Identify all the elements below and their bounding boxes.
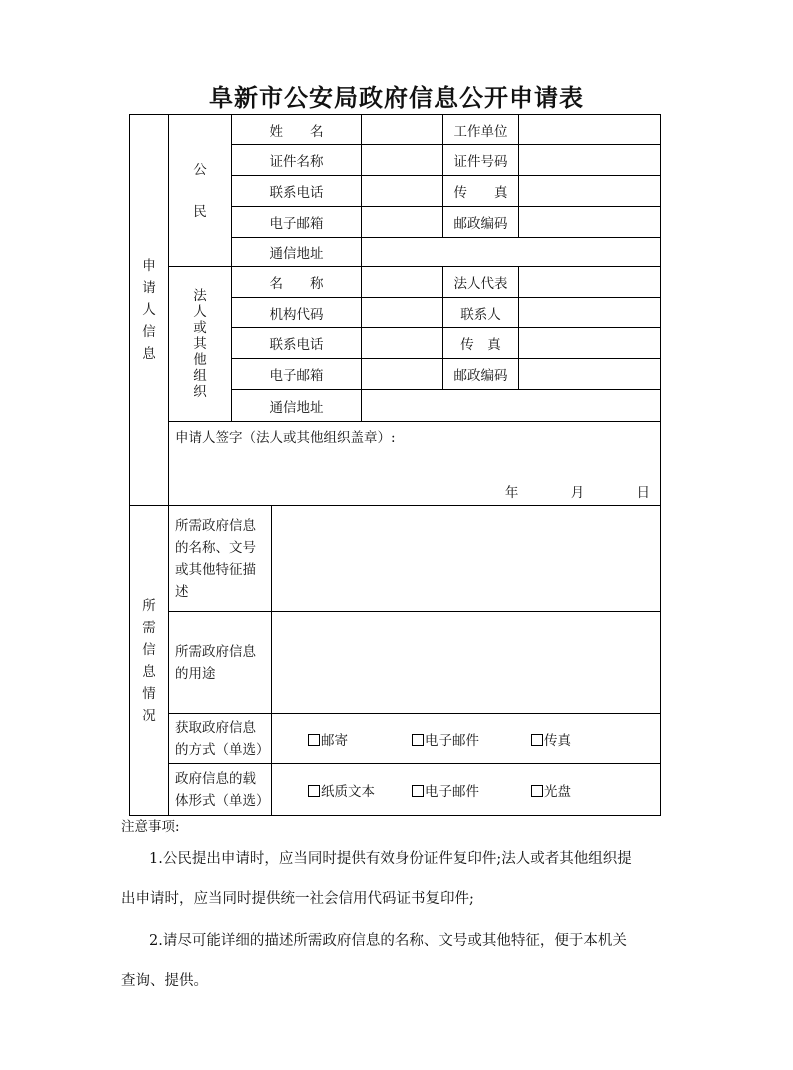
checkbox-icon[interactable] — [531, 734, 543, 746]
applicant-section-label: 申 请 人 信 息 — [130, 115, 169, 506]
org-contact-label: 联系人 — [443, 298, 519, 328]
citizen-work-unit-field[interactable] — [519, 115, 661, 145]
org-code-label: 机构代码 — [232, 298, 362, 328]
citizen-email-label: 电子邮箱 — [232, 207, 362, 238]
citizen-name-field[interactable] — [362, 115, 443, 145]
citizen-id-number-label: 证件号码 — [443, 145, 519, 176]
citizen-postcode-label: 邮政编码 — [443, 207, 519, 238]
org-phone-label: 联系电话 — [232, 328, 362, 359]
signature-label: 申请人签字（法人或其他组织盖章）: — [175, 430, 396, 446]
org-name-label: 名 称 — [232, 267, 362, 298]
org-postcode-label: 邮政编码 — [443, 359, 519, 390]
acquisition-method-options — [272, 714, 661, 764]
org-fax-label: 传 真 — [443, 328, 519, 359]
note-item-1-line-2: 出申请时，应当同时提供统一社会信用代码证书复印件; — [121, 891, 474, 907]
page-title: 阜新市公安局政府信息公开申请表 — [209, 83, 584, 112]
citizen-id-type-label: 证件名称 — [232, 145, 362, 176]
org-code-field[interactable] — [362, 298, 443, 328]
month-label: 月 — [570, 485, 585, 501]
citizen-email-field[interactable] — [362, 207, 443, 238]
method-option-fax[interactable]: 传真 — [531, 729, 571, 749]
method-option-mail[interactable]: 邮寄 — [308, 729, 348, 749]
acquisition-method-label: 获取政府信息 的方式（单选） — [169, 714, 272, 764]
checkbox-icon[interactable] — [531, 785, 543, 797]
citizen-postcode-field[interactable] — [519, 207, 661, 238]
citizen-phone-field[interactable] — [362, 176, 443, 207]
org-email-label: 电子邮箱 — [232, 359, 362, 390]
checkbox-icon[interactable] — [412, 734, 424, 746]
carrier-option-disc[interactable]: 光盘 — [531, 780, 571, 800]
checkbox-icon[interactable] — [308, 734, 320, 746]
info-description-label: 所需政府信息 的名称、文号 或其他特征描 述 — [169, 506, 272, 612]
org-email-field[interactable] — [362, 359, 443, 390]
org-address-label: 通信地址 — [232, 390, 362, 422]
citizen-name-label: 姓 名 — [232, 115, 362, 145]
note-item-1-line-1: 1.公民提出申请时，应当同时提供有效身份证件复印件;法人或者其他组织提 — [149, 851, 632, 867]
method-option-email[interactable]: 电子邮件 — [412, 729, 479, 749]
organization-label: 法 人 或 其 他 组 织 — [169, 267, 232, 422]
citizen-id-number-field[interactable] — [519, 145, 661, 176]
org-legal-rep-label: 法人代表 — [443, 267, 519, 298]
carrier-option-paper[interactable]: 纸质文本 — [308, 780, 375, 800]
info-section-label: 所 需 信 息 情 况 — [130, 506, 169, 816]
application-form-table — [129, 114, 661, 816]
citizen-fax-field[interactable] — [519, 176, 661, 207]
org-phone-field[interactable] — [362, 328, 443, 359]
signature-date — [457, 481, 650, 501]
checkbox-icon[interactable] — [412, 785, 424, 797]
org-postcode-field[interactable] — [519, 359, 661, 390]
org-contact-field[interactable] — [519, 298, 661, 328]
citizen-id-type-field[interactable] — [362, 145, 443, 176]
notes-heading: 注意事项: — [121, 819, 180, 835]
note-item-2-line-1: 2.请尽可能详细的描述所需政府信息的名称、文号或其他特征，便于本机关 — [149, 933, 627, 949]
org-fax-field[interactable] — [519, 328, 661, 359]
citizen-address-field[interactable] — [362, 238, 661, 267]
citizen-address-label: 通信地址 — [232, 238, 362, 267]
checkbox-icon[interactable] — [308, 785, 320, 797]
info-purpose-label: 所需政府信息 的用途 — [169, 612, 272, 714]
org-name-field[interactable] — [362, 267, 443, 298]
carrier-option-email[interactable]: 电子邮件 — [412, 780, 479, 800]
org-legal-rep-field[interactable] — [519, 267, 661, 298]
citizen-work-unit-label: 工作单位 — [443, 115, 519, 145]
notes-section — [121, 818, 681, 989]
citizen-fax-label: 传 真 — [443, 176, 519, 207]
citizen-label: 公 民 — [169, 115, 232, 267]
carrier-form-label: 政府信息的载 体形式（单选） — [169, 764, 272, 816]
carrier-form-options — [272, 764, 661, 816]
info-description-field[interactable] — [272, 506, 661, 612]
signature-area[interactable] — [169, 422, 661, 506]
year-label: 年 — [504, 485, 519, 501]
info-purpose-field[interactable] — [272, 612, 661, 714]
org-address-field[interactable] — [362, 390, 661, 422]
citizen-phone-label: 联系电话 — [232, 176, 362, 207]
day-label: 日 — [636, 485, 650, 501]
note-item-2-line-2: 查询、提供。 — [121, 973, 208, 989]
